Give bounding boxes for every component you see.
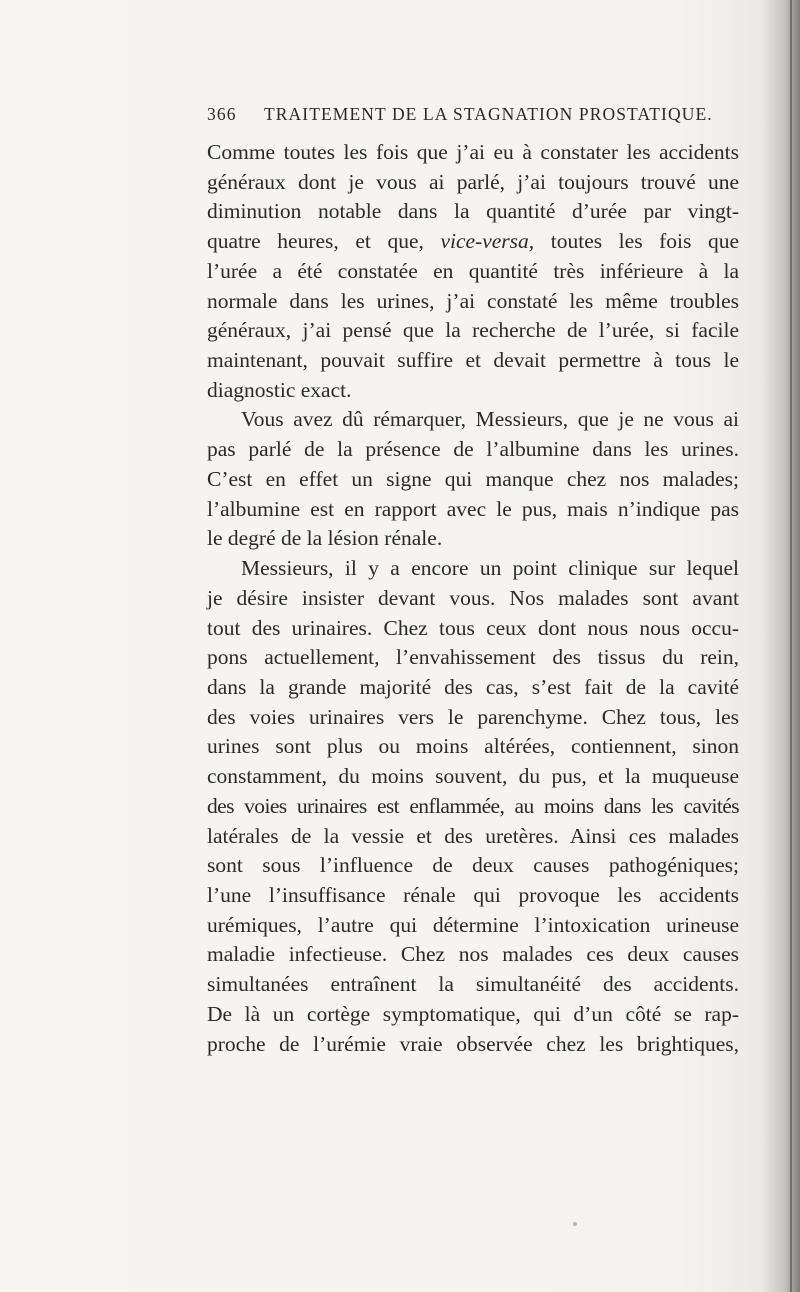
text-line: normale dans les urines, j’ai constaté les même troubles	[207, 288, 739, 313]
text-line: urémiques, l’autre qui détermine l’intoxication urineuse	[207, 912, 739, 937]
text-line-part: quatre heures, et que,	[207, 229, 424, 254]
running-title: TRAITEMENT DE LA STAGNATION PROSTATIQUE.	[264, 104, 713, 124]
text-line: l’urée a été constatée en quantité très inférieure à la	[207, 258, 739, 283]
page-number: 366	[207, 104, 237, 124]
page-gutter-shadow	[762, 0, 800, 1292]
text-line: maintenant, pouvait suffire et devait permettre à tous le	[207, 348, 739, 373]
text-line: latérales de la vessie et des uretères. Ainsi ces malades	[207, 823, 739, 848]
text-line: je désire insister devant vous. Nos malades sont avant	[207, 585, 739, 610]
text-line: l’albumine est en rapport avec le pus, mais n’indique pas	[207, 496, 739, 521]
running-head	[207, 104, 737, 132]
text-line: sont sous l’influence de deux causes pathogéniques;	[207, 853, 739, 878]
text-line: Comme toutes les fois que j’ai eu à constater les accidents	[207, 140, 739, 164]
text-line: tout des urinaires. Chez tous ceux dont nous nous occu-	[207, 615, 739, 640]
text-line: C’est en effet un signe qui manque chez nos malades;	[207, 466, 739, 491]
text-line: Messieurs, il y a encore un point clinique sur lequel	[241, 556, 739, 581]
italic-phrase: vice-versa,	[440, 229, 535, 254]
text-line: diagnostic exact.	[207, 377, 352, 402]
text-line: Vous avez dû rémarquer, Messieurs, que je ne vous ai	[241, 407, 739, 432]
text-line: des voies urinaires vers le parenchyme. Chez tous, les	[207, 704, 739, 729]
text-line: généraux dont je vous ai parlé, j’ai toujours trouvé une	[207, 169, 739, 194]
text-line: le degré de la lésion rénale.	[207, 526, 443, 551]
text-line: De là un cortège symptomatique, qui d’un côté se rap-	[207, 1001, 739, 1026]
text-line: dans la grande majorité des cas, s’est fait de la cavité	[207, 674, 739, 699]
text-line: maladie infectieuse. Chez nos malades ces deux causes	[207, 942, 739, 967]
text-line: diminution notable dans la quantité d’urée par vingt-	[207, 199, 739, 224]
text-line: des voies urinaires est enflammée, au moins dans les cavités	[207, 793, 739, 818]
text-line: pas parlé de la présence de l’albumine dans les urines.	[207, 437, 739, 462]
paper-speck	[573, 1222, 577, 1226]
text-line: constamment, du moins souvent, du pus, et la muqueuse	[207, 764, 739, 789]
body-text	[207, 138, 739, 1059]
text-line: simultanées entraînent la simultanéité des accidents.	[207, 972, 739, 997]
page-gutter-edge	[790, 0, 792, 1292]
text-line: urines sont plus ou moins altérées, contiennent, sinon	[207, 734, 739, 759]
text-line: l’une l’insuffisance rénale qui provoque les accidents	[207, 882, 739, 907]
text-line: proche de l’urémie vraie observée chez les brightiques,	[207, 1031, 739, 1056]
text-line	[207, 227, 739, 257]
text-line: généraux, j’ai pensé que la recherche de l’urée, si facile	[207, 318, 739, 343]
text-line-part: toutes les fois que	[550, 229, 740, 254]
text-line: pons actuellement, l’envahissement des tissus du rein,	[207, 645, 739, 670]
